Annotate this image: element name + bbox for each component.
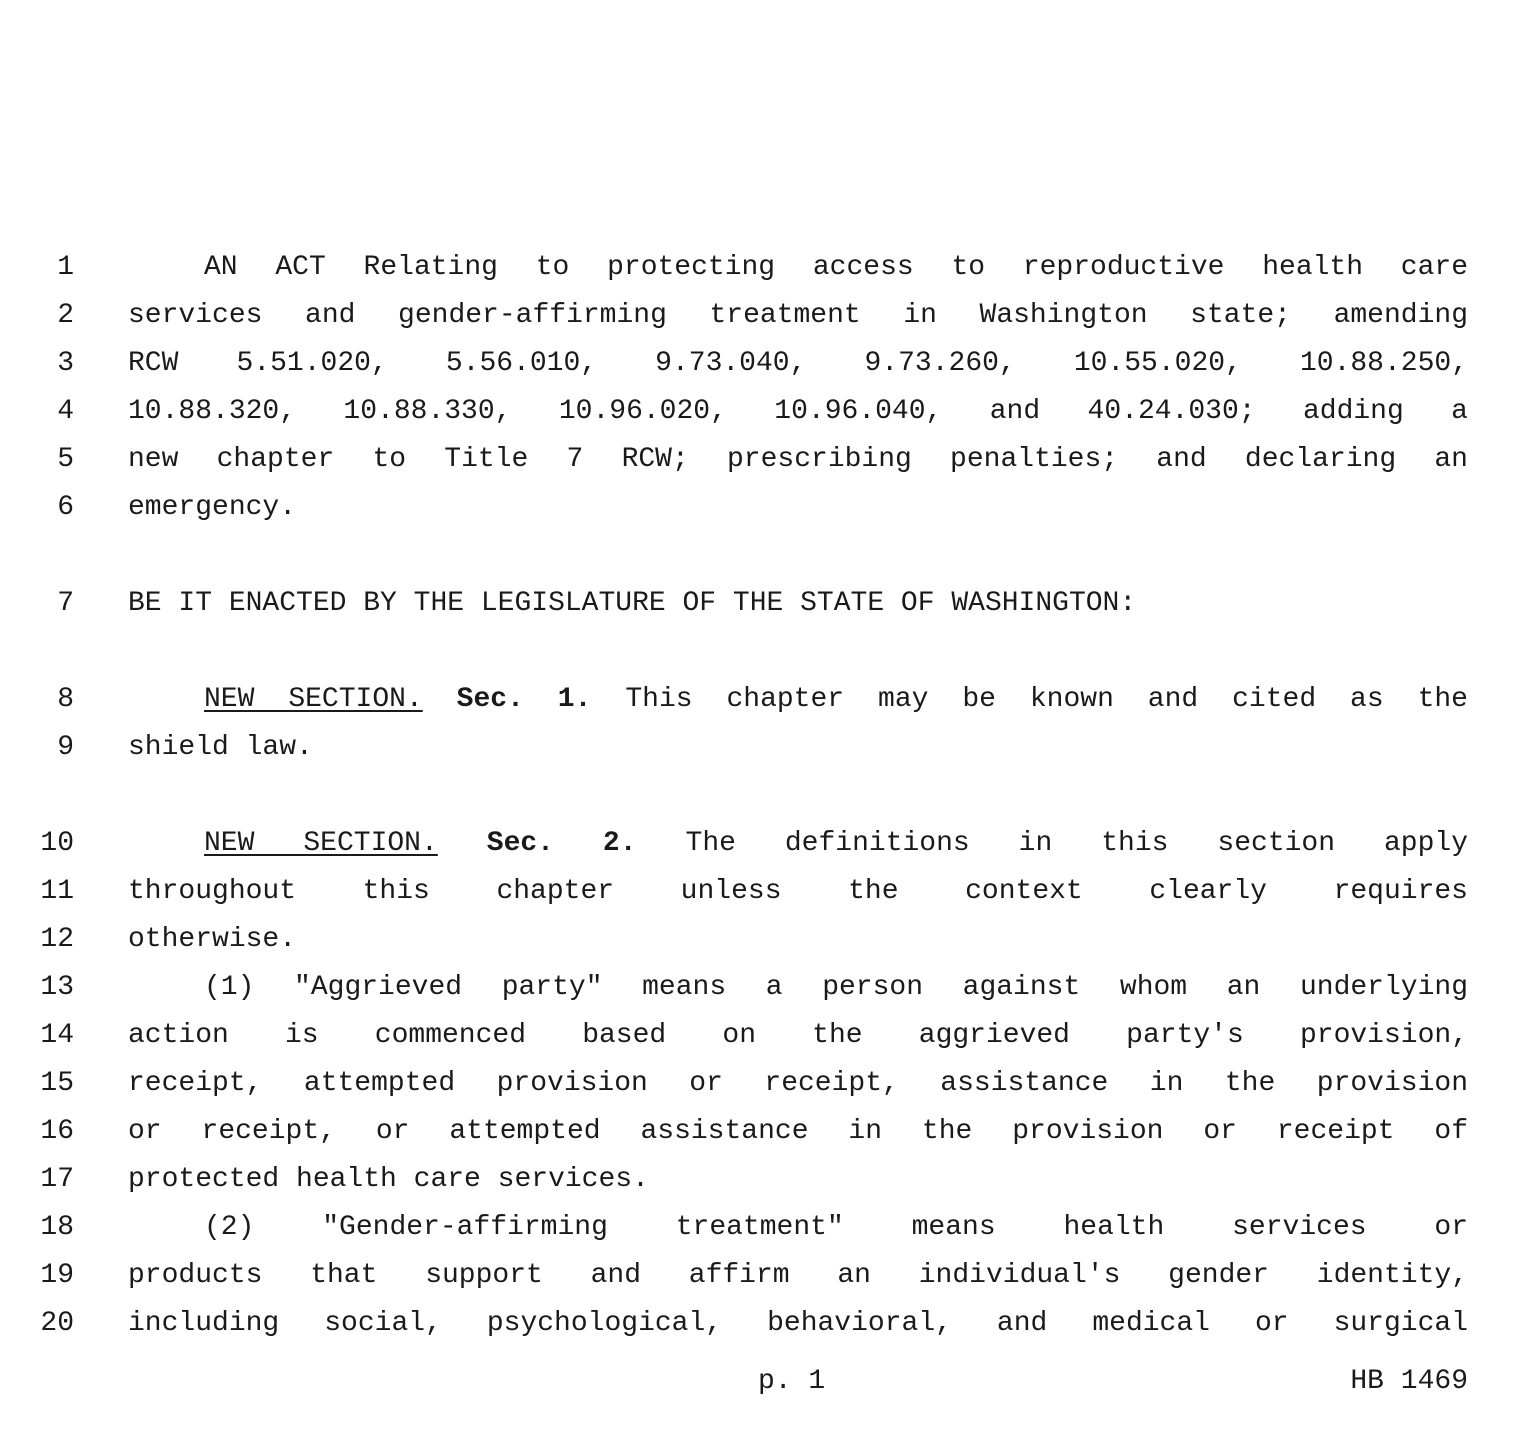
line-text: (2) "Gender-affirming treatment" means health services or (204, 1212, 1468, 1243)
line-text: (1) "Aggrieved party" means a person against whom an underlying (204, 972, 1468, 1003)
line-text: receipt, attempted provision or receipt, assistance in the provision (128, 1068, 1468, 1099)
line-number: 7 (57, 588, 74, 619)
line-16 (0, 1108, 1536, 1156)
line-text: This chapter may be known and cited as the (625, 684, 1468, 715)
line-17 (0, 1156, 1536, 1204)
line-text: protected health care services. (128, 1164, 649, 1195)
line-15 (0, 1060, 1536, 1108)
line-11 (0, 868, 1536, 916)
line-text: The definitions in this section apply (685, 828, 1468, 859)
line-text: services and gender-affirming treatment in Washington state; amending (128, 300, 1468, 331)
line-number: 13 (40, 972, 74, 1003)
line-2 (0, 292, 1536, 340)
line-number: 5 (57, 444, 74, 475)
line-text: or receipt, or attempted assistance in the provision or receipt of (128, 1116, 1468, 1147)
line-19 (0, 1252, 1536, 1300)
line-18 (0, 1204, 1536, 1252)
line-9 (0, 724, 1536, 772)
line-4 (0, 388, 1536, 436)
line-text: action is commenced based on the aggrieved party's provision, (128, 1020, 1468, 1051)
new-section-label: NEW SECTION. (204, 684, 423, 715)
line-text: products that support and affirm an individual's gender identity, (128, 1260, 1468, 1291)
line-14 (0, 1012, 1536, 1060)
new-section-label: NEW SECTION. (204, 828, 438, 859)
line-number: 14 (40, 1020, 74, 1051)
line-text: new chapter to Title 7 RCW; prescribing penalties; and declaring an (128, 444, 1468, 475)
section-1-heading (204, 676, 1468, 724)
line-number: 8 (57, 684, 74, 715)
section-number: Sec. 2. (486, 828, 637, 859)
line-number: 4 (57, 396, 74, 427)
line-number: 16 (40, 1116, 74, 1147)
line-3 (0, 340, 1536, 388)
line-number: 6 (57, 492, 74, 523)
line-text: throughout this chapter unless the context clearly requires (128, 876, 1468, 907)
line-5 (0, 436, 1536, 484)
line-number: 12 (40, 924, 74, 955)
line-text: shield law. (128, 732, 313, 763)
line-6 (0, 484, 1536, 532)
line-text: RCW 5.51.020, 5.56.010, 9.73.040, 9.73.260, 10.55.020, 10.88.250, (128, 348, 1468, 379)
line-text: including social, psychological, behavioral, and medical or surgical (128, 1308, 1468, 1339)
line-number: 2 (57, 300, 74, 331)
line-number: 3 (57, 348, 74, 379)
enacting-clause: BE IT ENACTED BY THE LEGISLATURE OF THE STATE OF WASHINGTON: (128, 588, 1137, 619)
line-7 (0, 580, 1536, 628)
line-number: 18 (40, 1212, 74, 1243)
section-2-heading (204, 820, 1468, 868)
line-number: 19 (40, 1260, 74, 1291)
section-number: Sec. 1. (456, 684, 592, 715)
line-number: 17 (40, 1164, 74, 1195)
line-number: 1 (57, 252, 74, 283)
line-12 (0, 916, 1536, 964)
line-text: otherwise. (128, 924, 297, 955)
line-1 (0, 244, 1536, 292)
line-text: emergency. (128, 492, 297, 523)
line-number: 20 (40, 1308, 74, 1339)
line-number: 11 (40, 876, 74, 907)
line-10 (0, 820, 1536, 868)
bill-number: HB 1469 (1350, 1366, 1468, 1397)
line-number: 10 (40, 828, 74, 859)
line-8 (0, 676, 1536, 724)
line-text: AN ACT Relating to protecting access to reproductive health care (204, 252, 1468, 283)
line-20 (0, 1300, 1536, 1348)
line-text: 10.88.320, 10.88.330, 10.96.020, 10.96.040, and 40.24.030; adding a (128, 396, 1468, 427)
line-number: 15 (40, 1068, 74, 1099)
line-13 (0, 964, 1536, 1012)
line-number: 9 (57, 732, 74, 763)
page-number: p. 1 (758, 1366, 826, 1397)
